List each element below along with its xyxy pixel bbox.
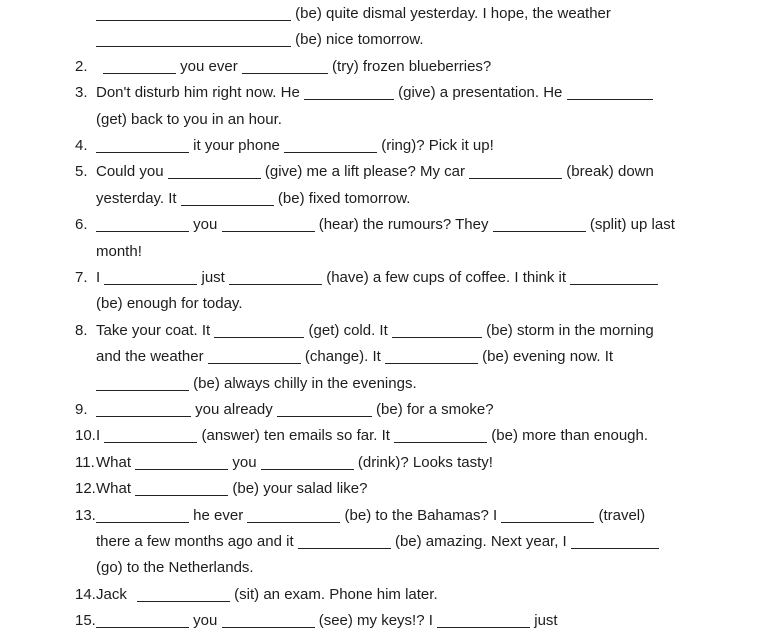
item-content — [96, 608, 746, 634]
text-run: there a few months ago and it — [96, 532, 298, 550]
item-line — [96, 397, 746, 423]
text-run: (be) to the Bahamas? I — [340, 506, 502, 524]
answer-blank — [242, 61, 328, 74]
item-number: 5. — [75, 163, 88, 181]
text-run: Could you — [96, 163, 168, 181]
text-run: (see) my keys!? I — [314, 612, 438, 630]
item-content — [96, 133, 746, 159]
text-run: (go) to the Netherlands. — [96, 559, 254, 577]
exercise-item — [75, 397, 746, 423]
text-run: (ring)? Pick it up! — [377, 136, 494, 154]
text-run: (be) your salad like? — [228, 480, 368, 498]
item-line — [96, 186, 746, 212]
answer-blank — [96, 34, 291, 47]
text-run: (be) evening now. It — [477, 348, 614, 366]
item-line — [96, 1, 746, 27]
answer-blank — [104, 272, 197, 285]
answer-blank — [277, 404, 372, 417]
text-run: Don't disturb him right now. He — [96, 84, 304, 102]
answer-blank — [96, 510, 189, 523]
exercise-item — [75, 608, 746, 634]
text-run: (be) nice tomorrow. — [291, 31, 424, 49]
text-run: I — [96, 268, 105, 286]
item-line — [96, 133, 746, 159]
answer-blank — [567, 87, 653, 100]
text-run: you already — [191, 400, 277, 418]
answer-blank — [135, 457, 228, 470]
item-content — [96, 450, 746, 476]
text-run: What — [96, 480, 136, 498]
answer-blank — [96, 219, 189, 232]
item-line — [96, 27, 746, 53]
text-run: (split) up last — [585, 216, 675, 234]
answer-blank — [385, 351, 478, 364]
text-run: (have) a few cups of coffee. I think it — [322, 268, 571, 286]
answer-blank — [222, 615, 315, 628]
item-content — [96, 476, 746, 502]
text-run: (drink)? Looks tasty! — [353, 453, 493, 471]
text-run: (be) enough for today. — [96, 295, 243, 313]
answer-blank — [137, 589, 230, 602]
text-run: (get) cold. It — [304, 321, 392, 339]
exercise-item — [75, 450, 746, 476]
worksheet — [75, 1, 746, 635]
item-line — [96, 450, 746, 476]
item-number: 7. — [75, 268, 88, 286]
answer-blank — [96, 404, 191, 417]
item-number: 12. — [75, 480, 96, 498]
item-line — [96, 159, 746, 185]
answer-blank — [222, 219, 315, 232]
item-number: 2. — [75, 57, 88, 75]
answer-blank — [469, 166, 562, 179]
item-number: 6. — [75, 216, 88, 234]
item-line — [96, 80, 746, 106]
answer-blank — [437, 615, 530, 628]
text-run: you — [189, 612, 222, 630]
text-run: (get) back to you in an hour. — [96, 110, 282, 128]
item-content — [96, 54, 746, 80]
item-line — [96, 54, 746, 80]
item-content — [96, 423, 746, 449]
item-line — [96, 582, 746, 608]
item-content — [96, 318, 746, 397]
answer-blank — [103, 61, 176, 74]
item-line — [96, 239, 746, 265]
exercise-item — [75, 423, 746, 449]
answer-blank — [135, 483, 228, 496]
item-number: 3. — [75, 84, 88, 102]
item-content — [96, 159, 746, 212]
text-run: just — [530, 612, 558, 630]
answer-blank — [181, 193, 274, 206]
answer-blank — [392, 325, 482, 338]
item-line — [96, 107, 746, 133]
answer-blank — [168, 166, 261, 179]
text-run: it your phone — [189, 136, 285, 154]
exercise-item — [75, 54, 746, 80]
text-run: you — [228, 453, 261, 471]
text-run: (be) more than enough. — [487, 427, 649, 445]
item-number: 11. — [75, 453, 95, 471]
text-run: yesterday. It — [96, 189, 181, 207]
answer-blank — [96, 8, 291, 21]
item-content — [96, 80, 746, 133]
exercise-item — [75, 159, 746, 212]
text-run: (be) storm in the morning — [481, 321, 654, 339]
item-line — [96, 265, 746, 291]
answer-blank — [96, 378, 189, 391]
item-number: 8. — [75, 321, 88, 339]
item-number: 15. — [75, 612, 96, 630]
answer-blank — [501, 510, 594, 523]
text-run: (be) for a smoke? — [371, 400, 494, 418]
text-run: Take your coat. It — [96, 321, 215, 339]
text-run: you — [189, 216, 222, 234]
exercise-item — [75, 318, 746, 397]
exercise-item — [75, 265, 746, 318]
exercise-item — [75, 1, 746, 54]
item-line — [96, 371, 746, 397]
answer-blank — [208, 351, 301, 364]
item-number: 14. — [75, 585, 96, 603]
answer-blank — [304, 87, 394, 100]
answer-blank — [298, 536, 391, 549]
text-run: (be) quite dismal yesterday. I hope, the weather — [291, 5, 611, 22]
item-number: 13. — [75, 506, 96, 524]
spacer — [96, 70, 103, 71]
answer-blank — [570, 272, 658, 285]
item-line — [96, 555, 746, 581]
text-run: (answer) ten emails so far. It — [197, 427, 395, 445]
exercise-item — [75, 582, 746, 608]
answer-blank — [247, 510, 340, 523]
text-run: (give) a presentation. He — [393, 84, 567, 102]
item-number: 4. — [75, 136, 88, 154]
text-run: I — [96, 427, 105, 445]
text-run: and the weather — [96, 348, 208, 366]
text-run: (be) always chilly in the evenings. — [189, 374, 417, 392]
text-run: just — [197, 268, 230, 286]
text-run: you ever — [176, 57, 242, 75]
item-line — [96, 608, 746, 634]
item-number: 10. — [75, 427, 96, 445]
text-run: (give) me a lift please? My car — [260, 163, 470, 181]
text-run: (change). It — [300, 348, 385, 366]
answer-blank — [493, 219, 586, 232]
item-content — [96, 1, 746, 54]
item-content — [96, 503, 746, 582]
exercise-item — [75, 80, 746, 133]
text-run: he ever — [189, 506, 248, 524]
text-run: (hear) the rumours? They — [314, 216, 493, 234]
exercise-item — [75, 476, 746, 502]
exercise-item — [75, 133, 746, 159]
text-run: (be) amazing. Next year, I — [390, 532, 571, 550]
item-line — [96, 291, 746, 317]
text-run: What — [96, 453, 136, 471]
text-run: (be) fixed tomorrow. — [273, 189, 411, 207]
answer-blank — [96, 140, 189, 153]
answer-blank — [571, 536, 659, 549]
item-line — [96, 529, 746, 555]
text-run: (sit) an exam. Phone him later. — [230, 585, 438, 603]
answer-blank — [229, 272, 322, 285]
item-line — [96, 344, 746, 370]
exercise-item — [75, 212, 746, 265]
item-content — [96, 582, 746, 608]
item-line — [96, 503, 746, 529]
answer-blank — [104, 430, 197, 443]
answer-blank — [214, 325, 304, 338]
item-line — [96, 318, 746, 344]
answer-blank — [284, 140, 377, 153]
text-run: month! — [96, 242, 142, 260]
item-content — [96, 212, 746, 265]
text-run: (travel) — [594, 506, 646, 524]
exercise-item — [75, 503, 746, 582]
text-run: (break) down — [562, 163, 654, 181]
answer-blank — [261, 457, 354, 470]
item-content — [96, 265, 746, 318]
item-line — [96, 212, 746, 238]
text-run: (try) frozen blueberries? — [327, 57, 492, 75]
item-content — [96, 397, 746, 423]
item-line — [96, 423, 746, 449]
answer-blank — [394, 430, 487, 443]
item-line — [96, 476, 746, 502]
answer-blank — [96, 615, 189, 628]
text-run: Jack — [96, 585, 132, 603]
item-number: 9. — [75, 400, 88, 418]
